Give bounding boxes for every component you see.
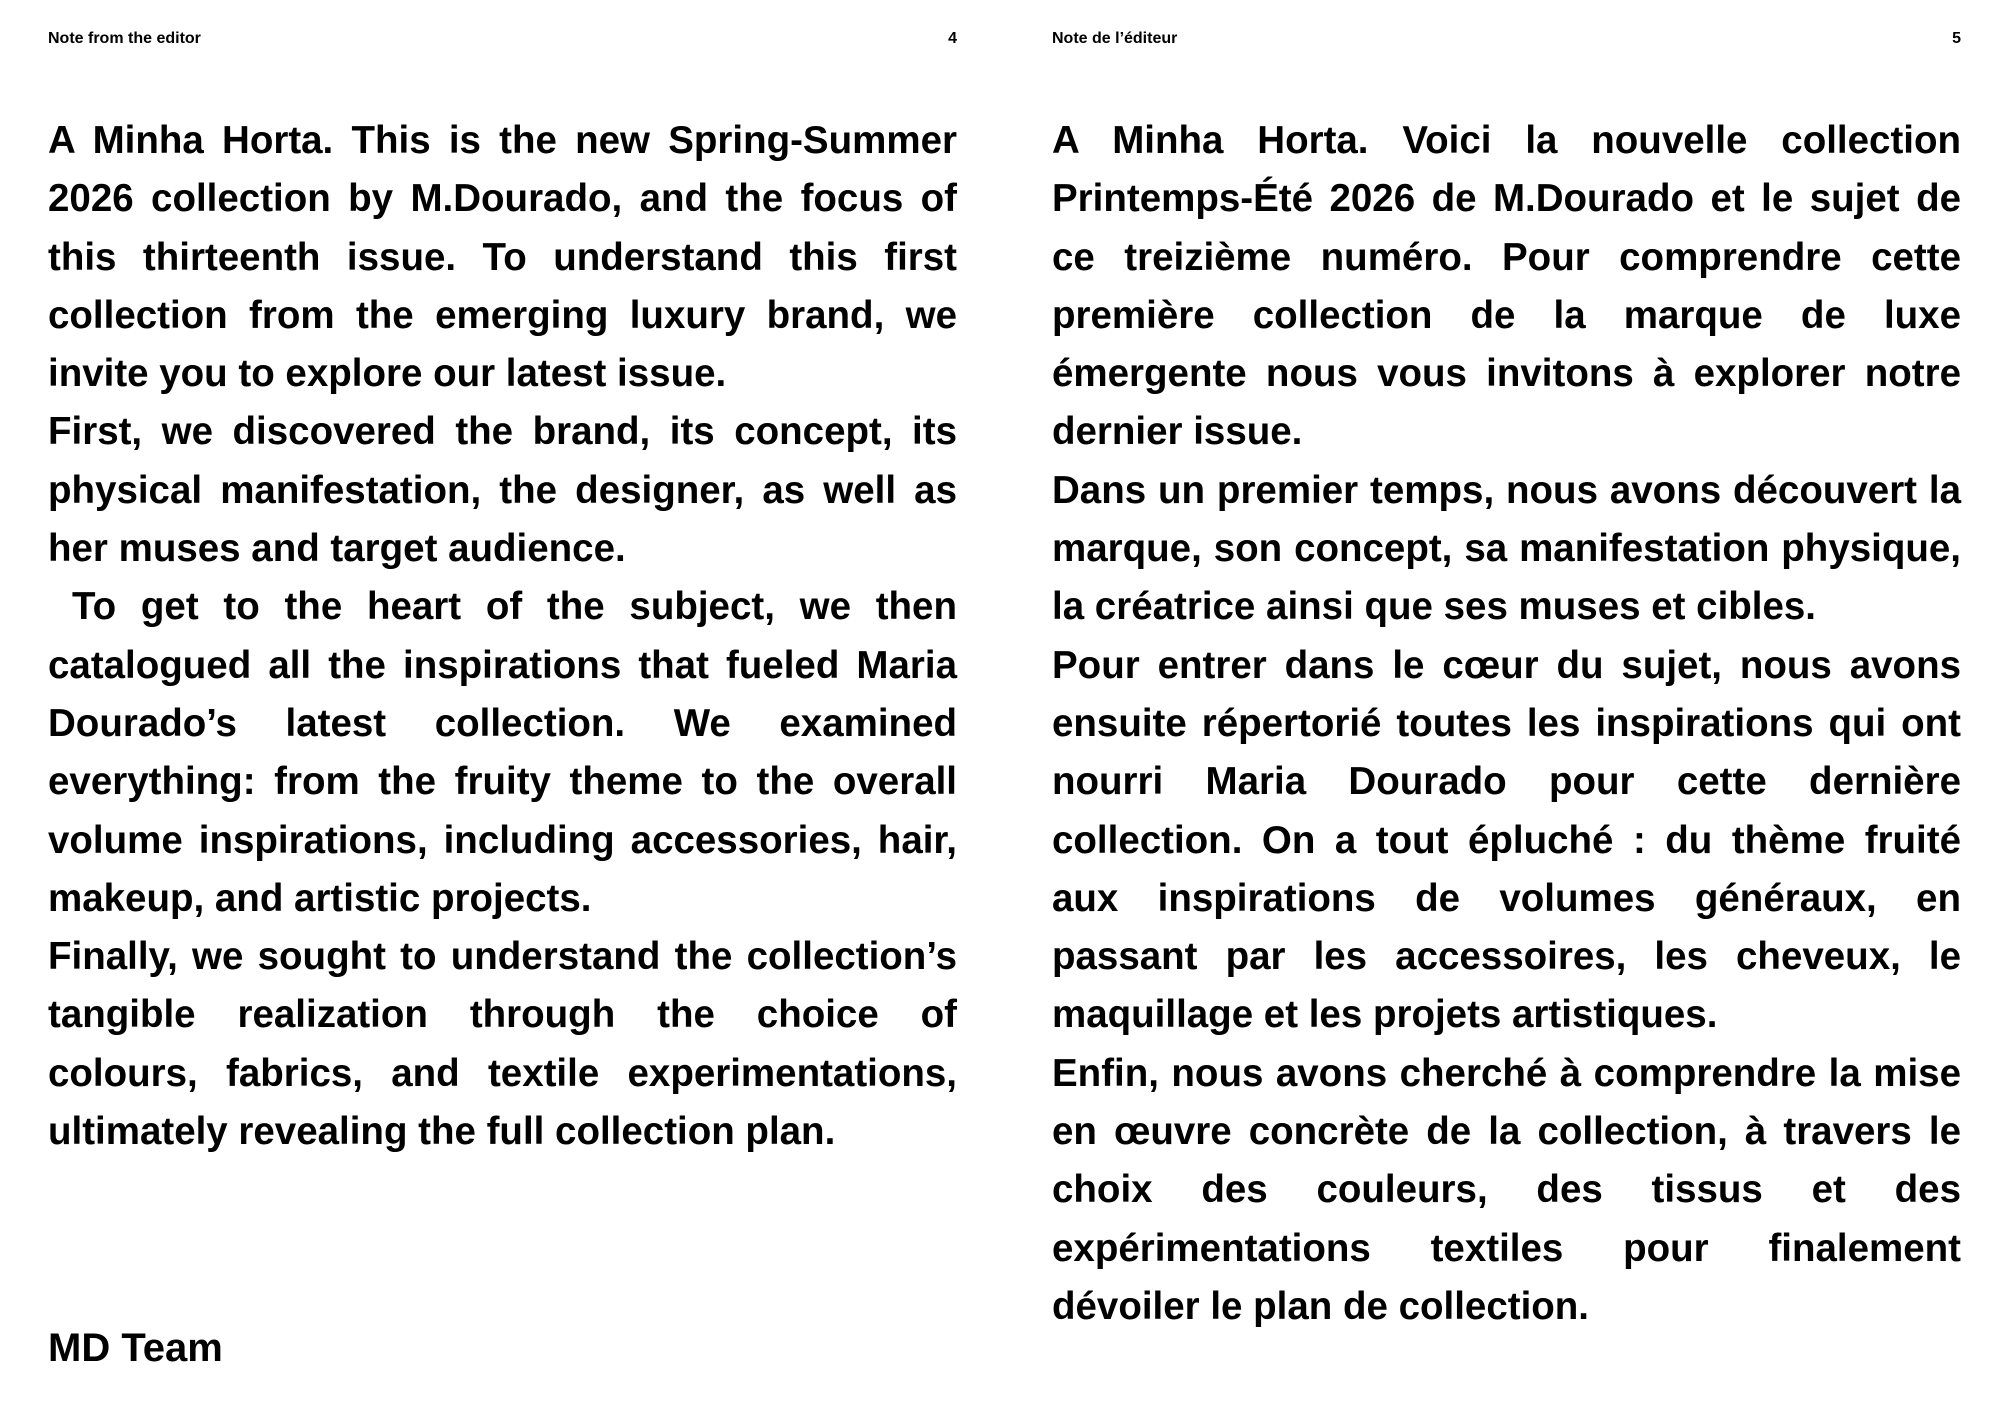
editor-note-body xyxy=(48,112,957,1161)
running-head xyxy=(48,27,957,51)
right-page xyxy=(1052,0,1961,1414)
paragraph: Finally, we sought to understand the collection’s tangible realization through the choice of colours, fabrics, and textile experimentations, ultimately revealing the full collection plan. xyxy=(48,935,957,1154)
page-number: 5 xyxy=(1952,30,1961,47)
running-head xyxy=(1052,27,1961,51)
paragraph: Pour entrer dans le cœur du sujet, nous avons ensuite répertorié toutes les inspirations qui ont nourri Maria Dourado pour cette dernière collection. On a tout épluché : du thème fruité aux inspirations de volumes généraux, en passant par les accessoires, les cheveux, le maquillage et les projets artistiques. xyxy=(1052,643,1961,1037)
running-title: Note from the editor xyxy=(48,30,201,47)
paragraph: To get to the heart of the subject, we then catalogued all the inspirations that fueled Maria Dourado’s latest collection. We examined everything: from the fruity theme to the overall volume inspirations, including accessories, hair, makeup, and artistic projects. xyxy=(48,585,957,920)
paragraph: First, we discovered the brand, its concept, its physical manifestation, the designer, as well as her muses and target audience. xyxy=(48,410,957,571)
signature: MD Team xyxy=(48,1326,223,1370)
paragraph: A Minha Horta. Voici la nouvelle collection Printemps-Été 2026 de M.Dourado et le sujet de ce treizième numéro. Pour comprendre cette première collection de la marque de luxe émergente nous vous invitons à explorer notre dernier issue. xyxy=(1052,119,1961,454)
paragraph: Enfin, nous avons cherché à comprendre la mise en œuvre concrète de la collection, à travers le choix des couleurs, des tissus et des expérimentations textiles pour finalement dévoiler le plan de collection. xyxy=(1052,1051,1961,1328)
page-number: 4 xyxy=(948,30,957,47)
editor-note-body xyxy=(1052,112,1961,1336)
running-title: Note de l’éditeur xyxy=(1052,30,1178,47)
paragraph: Dans un premier temps, nous avons découvert la marque, son concept, sa manifestation physique, la créatrice ainsi que ses muses et cibles. xyxy=(1052,468,1961,629)
left-page xyxy=(48,0,957,1414)
paragraph: A Minha Horta. This is the new Spring-Summer 2026 collection by M.Dourado, and the focus of this thirteenth issue. To understand this first collection from the emerging luxury brand, we invite you to explore our latest issue. xyxy=(48,119,957,396)
